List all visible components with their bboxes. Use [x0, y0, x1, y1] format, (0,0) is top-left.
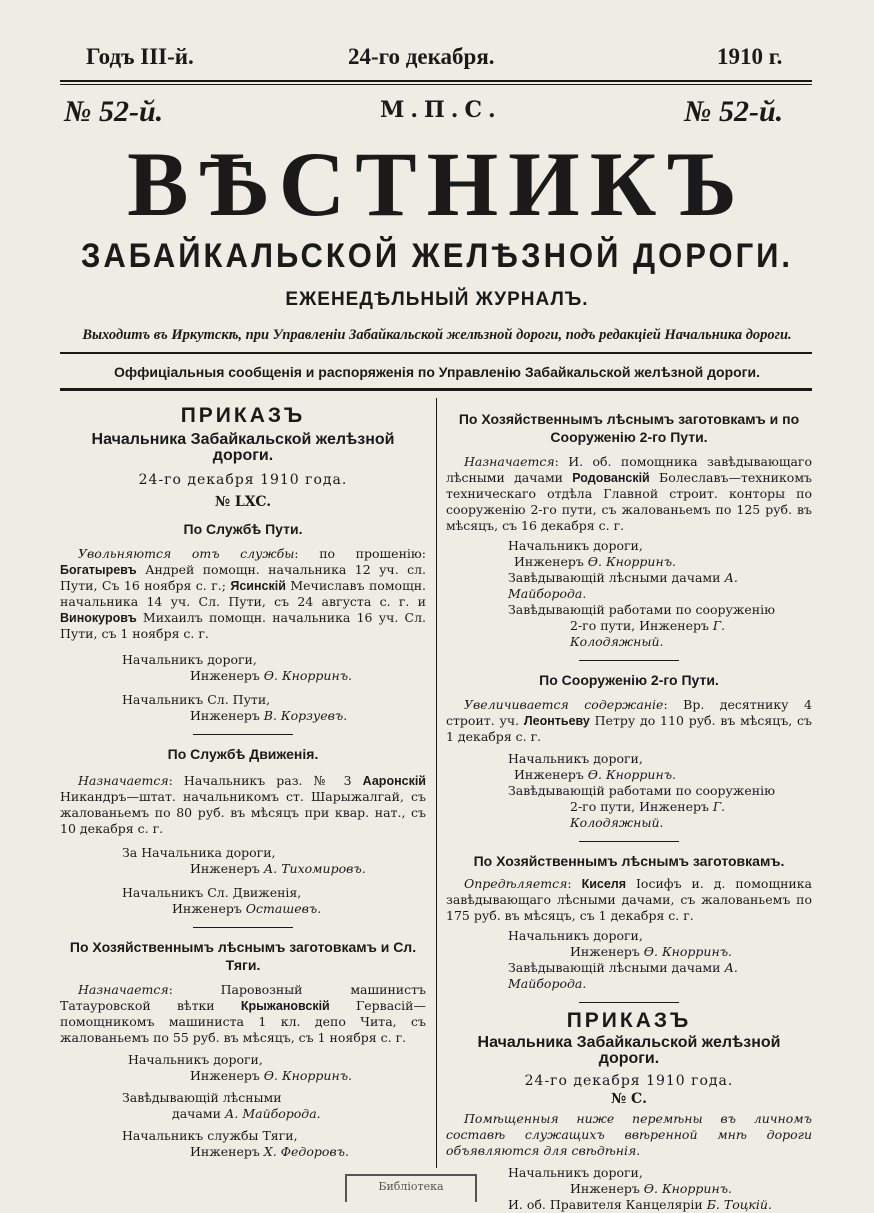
signature-line: Инженеръ Ѳ. Кнорринъ. [570, 1181, 733, 1196]
section-heading: По Хозяйственнымъ лѣснымъ заготовкамъ и по Сооруженію 2-го Пути. [458, 411, 800, 445]
section-heading: По Хозяйственнымъ лѣснымъ заготовкамъ. [473, 853, 785, 869]
signature-line: Инженеръ Ѳ. Кнорринъ. [190, 1068, 353, 1083]
order-chief: Начальника Забайкальской желѣзной дороги. [91, 431, 395, 464]
signature-line: Инженеръ Ѳ. Кнорринъ. [190, 668, 353, 683]
signature-line: Инженеръ В. Корзуевъ. [190, 708, 348, 723]
signature-line: Начальникъ дороги, [508, 751, 643, 766]
signature-line: И. об. Правителя Канцеляріи Б. Тоцкій. [508, 1197, 772, 1212]
section-divider [193, 734, 293, 735]
journal-subtitle: ЗАБАЙКАЛЬСКОЙ ЖЕЛѢЗНОЙ ДОРОГИ. [80, 236, 794, 275]
order-chief: Начальника Забайкальской желѣзной дороги. [477, 1034, 781, 1067]
official-line: Оффиціальныя сообщенія и распоряженія по Управленію Забайкальской желѣзной дороги. [114, 364, 760, 380]
signature-line: 2-го пути, Инженеръ Г. Колодяжный. [570, 618, 726, 649]
section-divider [579, 1002, 679, 1003]
content-rule [60, 388, 812, 391]
signature-line: Инженеръ Ѳ. Кнорринъ. [514, 767, 677, 782]
column-divider [436, 398, 437, 1168]
section-heading: По Службѣ Движенія. [167, 746, 319, 762]
order-title: ПРИКАЗЪ [180, 404, 306, 427]
issue-number-left: № 52-й. [64, 95, 164, 128]
section-heading: По Хозяйственнымъ лѣснымъ заготовкамъ и Сл. Тяги. [69, 939, 417, 973]
order-note: Помѣщенныя ниже перемѣны въ личномъ составѣ служащихъ ввѣренной мнѣ дороги объявляются для свѣдѣнія. [446, 1111, 812, 1158]
signature-line: Начальникъ службы Тяги, [122, 1128, 298, 1143]
section-heading: По Сооруженію 2-го Пути. [539, 672, 719, 688]
section-text: Увеличивается содержаніе: Вр. десятнику 4 строит. уч. Леонтьеву Петру до 110 руб. въ мѣсяцъ, съ 1 декабря с. г. [446, 697, 812, 744]
signature-line: Завѣдывающій лѣсными дачами А. Майборода. [508, 960, 738, 991]
section-text: Опредѣляется: Киселя Іосифъ и. д. помощника завѣдывающаго лѣсными дачами, съ жалованьемъ по 175 руб. въ мѣсяцъ, съ 1 декабря с. г. [446, 876, 813, 923]
signature-line: Начальникъ дороги, [508, 928, 643, 943]
section-text: Назначается: Паровозный машинистъ Татауровской вѣтки Крыжановскій Гервасій—помощникомъ машиниста 1 кл. депо Чита, съ жалованьемъ по 55 руб. въ мѣсяцъ, съ 1 ноября с. г. [60, 982, 427, 1045]
signature-line: Начальникъ дороги, [508, 1165, 643, 1180]
signature-line: Инженеръ А. Тихомировъ. [190, 861, 366, 876]
ministry-mark: М.П.С. [380, 97, 502, 123]
signature-line: дачами А. Майборода. [172, 1106, 321, 1121]
left-column [60, 404, 427, 1160]
signature-line: Завѣдывающій работами по сооруженію [508, 783, 776, 798]
order-number: № С. [610, 1091, 648, 1107]
weekly-label: ЕЖЕНЕДѢЛЬНЫЙ ЖУРНАЛЪ. [285, 289, 589, 310]
section-text: Увольняются отъ службы: по прошенію: Богатыревъ Андрей помощн. начальника 12 уч. сл. Пути, Съ 16 ноября с. г.; Ясинскій Мечиславъ помощн. начальника 14 уч. Сл. Пути, съ 24 августа с. г. и Винокуровъ Михаилъ помощн. начальника 16 уч. Сл. Пути, съ 1 ноября с. г. [60, 546, 426, 641]
order-date: 24-го декабря 1910 года. [524, 1073, 734, 1089]
issue-date: 24-го декабря. [348, 44, 495, 69]
header-rule [60, 80, 812, 82]
year-number: 1910 г. [717, 44, 783, 69]
order-date: 24-го декабря 1910 года. [138, 472, 348, 488]
section-heading: По Службѣ Пути. [183, 521, 303, 537]
issue-number-right: № 52-й. [684, 95, 784, 128]
section-divider [579, 660, 679, 661]
section-divider [579, 841, 679, 842]
signature-line: Инженеръ Осташевъ. [172, 901, 322, 916]
signature-line: Начальникъ Сл. Пути, [122, 692, 271, 707]
journal-title: ВѢСТНИКЪ [127, 133, 747, 235]
header-rule-thin [60, 84, 812, 85]
signature-line: За Начальника дороги, [122, 845, 276, 860]
signature-line: Начальникъ дороги, [508, 538, 643, 553]
signature-line: 2-го пути, Инженеръ Г. Колодяжный. [570, 799, 726, 830]
signature-line: Завѣдывающій лѣсными дачами А. Майборода. [508, 570, 738, 601]
section-text: Назначается: Начальникъ раз. № 3 Ааронскій Никандръ—штат. начальникомъ ст. Шарыжалгай, съ жалованьемъ по 80 руб. въ мѣсяцъ при квар. нат., съ 10 декабря с. г. [60, 773, 426, 836]
signature-line: Завѣдывающій работами по сооруженію [508, 602, 776, 617]
section-text: Назначается: И. об. помощника завѣдывающаго лѣсными дачами Родованскій Болеславъ—техникомъ техническаго отдѣла Главной строит. конторы по сооруженію 2-го пути, съ жалованьемъ по 125 руб. въ мѣсяцъ, съ 16 декабря с. г. [446, 454, 812, 533]
order-title: ПРИКАЗЪ [566, 1009, 692, 1032]
signature-line: Инженеръ Х. Федоровъ. [190, 1144, 349, 1159]
publisher-line: Выходитъ въ Иркутскѣ, при Управленіи Забайкальской желѣзной дороги, подъ редакціей Начальника дороги. [82, 327, 792, 343]
signature-line: Инженеръ Ѳ. Кнорринъ. [570, 944, 733, 959]
signature-line: Инженеръ Ѳ. Кнорринъ. [514, 554, 677, 569]
year-label: Годъ III-й. [86, 44, 194, 69]
order-number: № LXC. [214, 494, 272, 510]
masthead-rule [60, 352, 812, 354]
library-stamp: Библіотека [345, 1174, 477, 1202]
signature-line: Начальникъ Сл. Движенія, [122, 885, 302, 900]
signature-line: Завѣдывающій лѣсными [122, 1090, 282, 1105]
signature-line: Начальникъ дороги, [122, 652, 257, 667]
signature-line: Начальникъ дороги, [128, 1052, 263, 1067]
right-column [446, 410, 812, 1213]
section-divider [193, 927, 293, 928]
